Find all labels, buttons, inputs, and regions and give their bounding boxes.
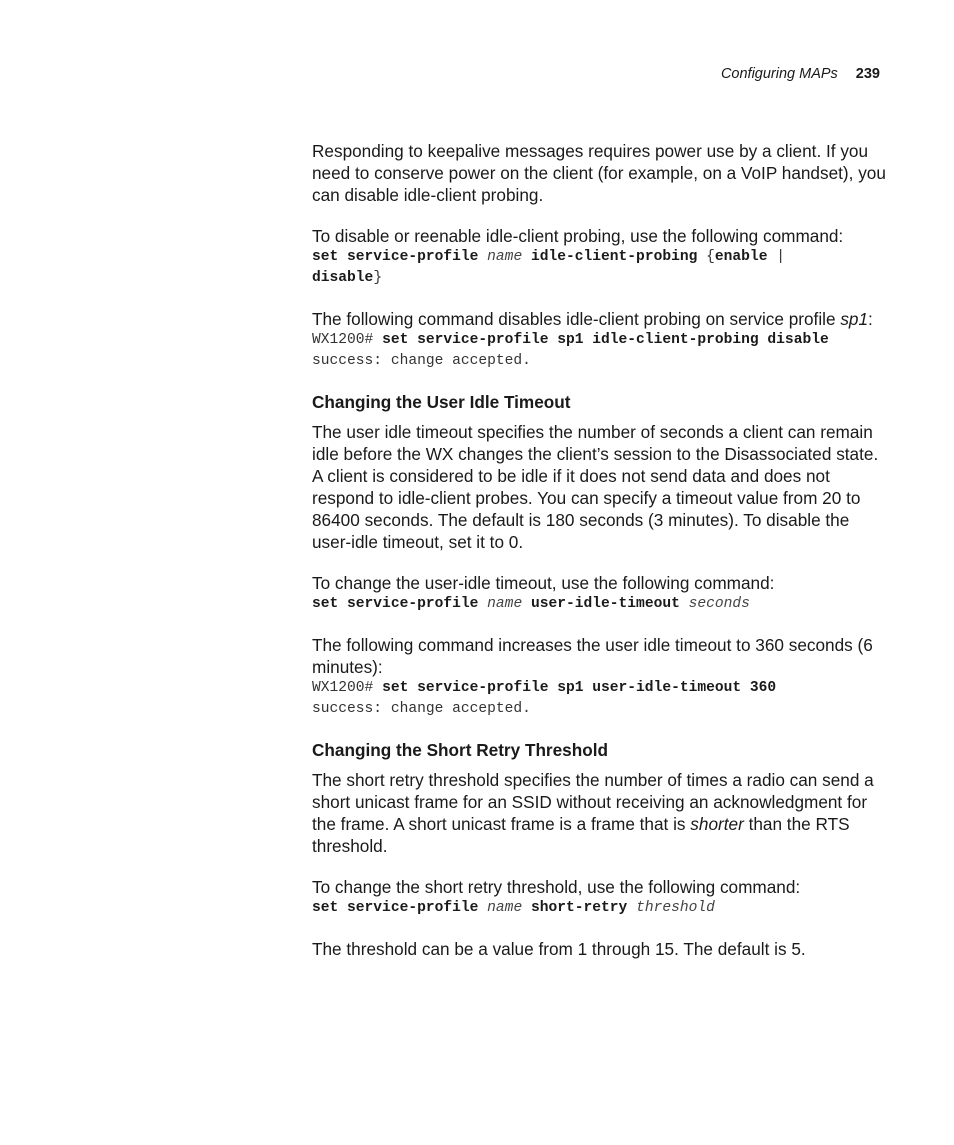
page-number: 239 [855,66,880,82]
profile-name: sp1 [840,309,869,329]
syntax-arg: name [487,900,523,916]
example-idle-client-probing [312,330,892,372]
paragraph-keepalive: Responding to keepalive messages requires power use by a client. If you need to conserve power on the client (for example, on a VoIP handset), you can disable idle-client probing. [312,141,886,205]
short-retry-emphasis: shorter [690,814,744,834]
syntax-command: set service-profile [312,596,479,612]
cli-result: success: change accepted. [312,353,531,369]
section-title: Configuring MAPs [720,66,838,82]
syntax-brace-open: { [706,249,715,265]
paragraph-threshold-range: The threshold can be a value from 1 through 15. The default is 5. [312,939,806,959]
cli-result: success: change accepted. [312,701,531,717]
syntax-command: set service-profile [312,900,479,916]
syntax-user-idle-timeout [312,594,892,615]
running-header [721,66,880,82]
syntax-option-disable: disable [312,270,374,286]
syntax-keyword: user-idle-timeout [530,596,680,612]
example-intro-colon: : [868,309,873,329]
example-user-idle-timeout [312,678,892,720]
paragraph-example-intro [312,308,892,330]
syntax-keyword: idle-client-probing [530,249,698,265]
paragraph-short-retry-intro: To change the short retry threshold, use the following command: [312,877,801,897]
page-body [312,140,892,960]
paragraph-user-idle-example-intro: The following command increases the user idle timeout to 360 seconds (6 minutes): [312,635,873,677]
syntax-arg: name [487,249,523,265]
short-retry-text-a: The short retry threshold specifies the number of times a radio can send a short unicast frame for an SSID without receiving an acknowledgment for the frame. A short unicast frame is a frame that is [312,770,874,834]
heading-short-retry-threshold: Changing the Short Retry Threshold [312,740,609,760]
short-retry-text-b: than the RTS threshold. [312,814,850,856]
cli-command: set service-profile sp1 idle-client-probing disable [382,332,829,348]
paragraph-disable-intro: To disable or reenable idle-client probing, use the following command: [312,226,844,246]
syntax-keyword: short-retry [530,900,628,916]
syntax-short-retry [312,898,892,919]
syntax-arg-seconds: seconds [688,596,750,612]
paragraph-user-idle-desc: The user idle timeout specifies the number of seconds a client can remain idle before the WX changes the client’s session to the Disassociated state. A client is considered to be idle if it does not send data and does not respond to idle-client probes. You can specify a timeout value from 20 to 86400 seconds. The default is 180 seconds (3 minutes). To disable the user-idle timeout, set it to 0. [312,422,879,552]
syntax-option-enable: enable [714,249,768,265]
syntax-separator: | [776,249,785,265]
cli-prompt: WX1200# [312,332,374,348]
heading-user-idle-timeout: Changing the User Idle Timeout [312,392,571,412]
cli-command: set service-profile sp1 user-idle-timeout 360 [382,680,777,696]
paragraph-short-retry-desc [312,769,892,857]
syntax-brace-close: } [373,270,383,286]
syntax-arg: name [487,596,523,612]
cli-prompt: WX1200# [312,680,374,696]
syntax-arg-threshold: threshold [636,900,715,916]
paragraph-user-idle-intro: To change the user-idle timeout, use the following command: [312,573,775,593]
syntax-command: set service-profile [312,249,479,265]
example-intro-text: The following command disables idle-client probing on service profile [312,309,836,329]
syntax-idle-client-probing [312,247,892,289]
